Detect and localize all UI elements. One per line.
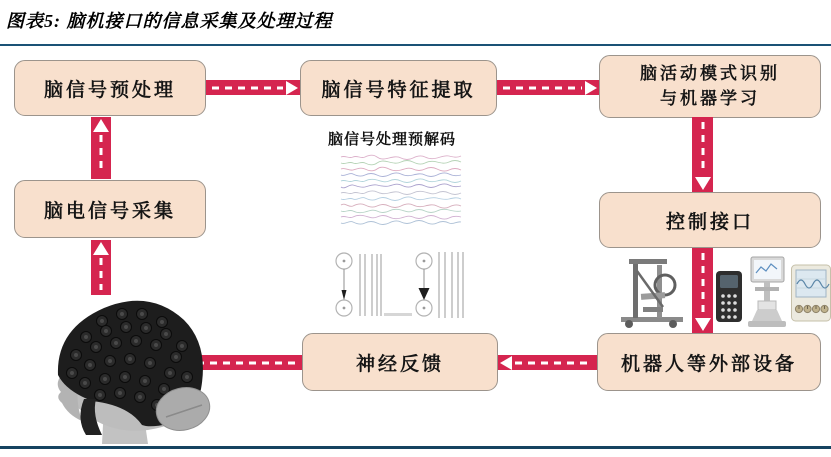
node-label: 脑信号预处理 xyxy=(43,79,176,101)
node-label: 神经反馈 xyxy=(355,353,444,375)
eeg-decode-label: 脑信号处理预解码 xyxy=(328,131,457,148)
node-external-devices xyxy=(597,333,821,391)
arrow-pattern-to-control xyxy=(692,117,713,192)
monitor-station-image xyxy=(746,255,788,330)
node-neurofeedback xyxy=(302,333,498,391)
arrow-control-to-external xyxy=(692,248,713,333)
node-eeg-acquisition xyxy=(14,180,206,238)
handheld-controller-image xyxy=(714,270,744,324)
bottom-rule xyxy=(0,446,831,449)
node-label: 脑电信号采集 xyxy=(43,200,176,222)
title-underline xyxy=(0,44,831,46)
eeg-waveform-image xyxy=(338,152,463,232)
node-label-line2: 与机器学习 xyxy=(660,88,760,108)
node-label: 脑信号特征提取 xyxy=(321,79,476,101)
oscilloscope-image xyxy=(791,262,831,326)
arrow-preprocess-to-feature xyxy=(206,80,300,95)
node-feature-extraction xyxy=(300,60,497,116)
figure-title: 图表5: 脑机接口的信息采集及处理过程 xyxy=(6,11,333,31)
node-signal-preprocessing xyxy=(14,60,206,116)
node-label: 控制接口 xyxy=(665,211,754,233)
node-label: 机器人等外部设备 xyxy=(620,353,797,375)
node-pattern-recognition xyxy=(599,55,821,118)
schematic-watermark xyxy=(384,313,412,316)
arrow-acquisition-to-preprocess xyxy=(91,117,111,179)
arrow-feature-to-pattern xyxy=(497,80,599,95)
node-label-line1: 脑活动模式识别 xyxy=(640,63,780,83)
electrode-schematic-image xyxy=(325,250,470,322)
exoskeleton-device-image xyxy=(615,255,690,330)
eeg-cap-head-image xyxy=(30,285,235,445)
arrow-external-to-feedback xyxy=(498,355,597,370)
node-control-interface xyxy=(599,192,821,248)
